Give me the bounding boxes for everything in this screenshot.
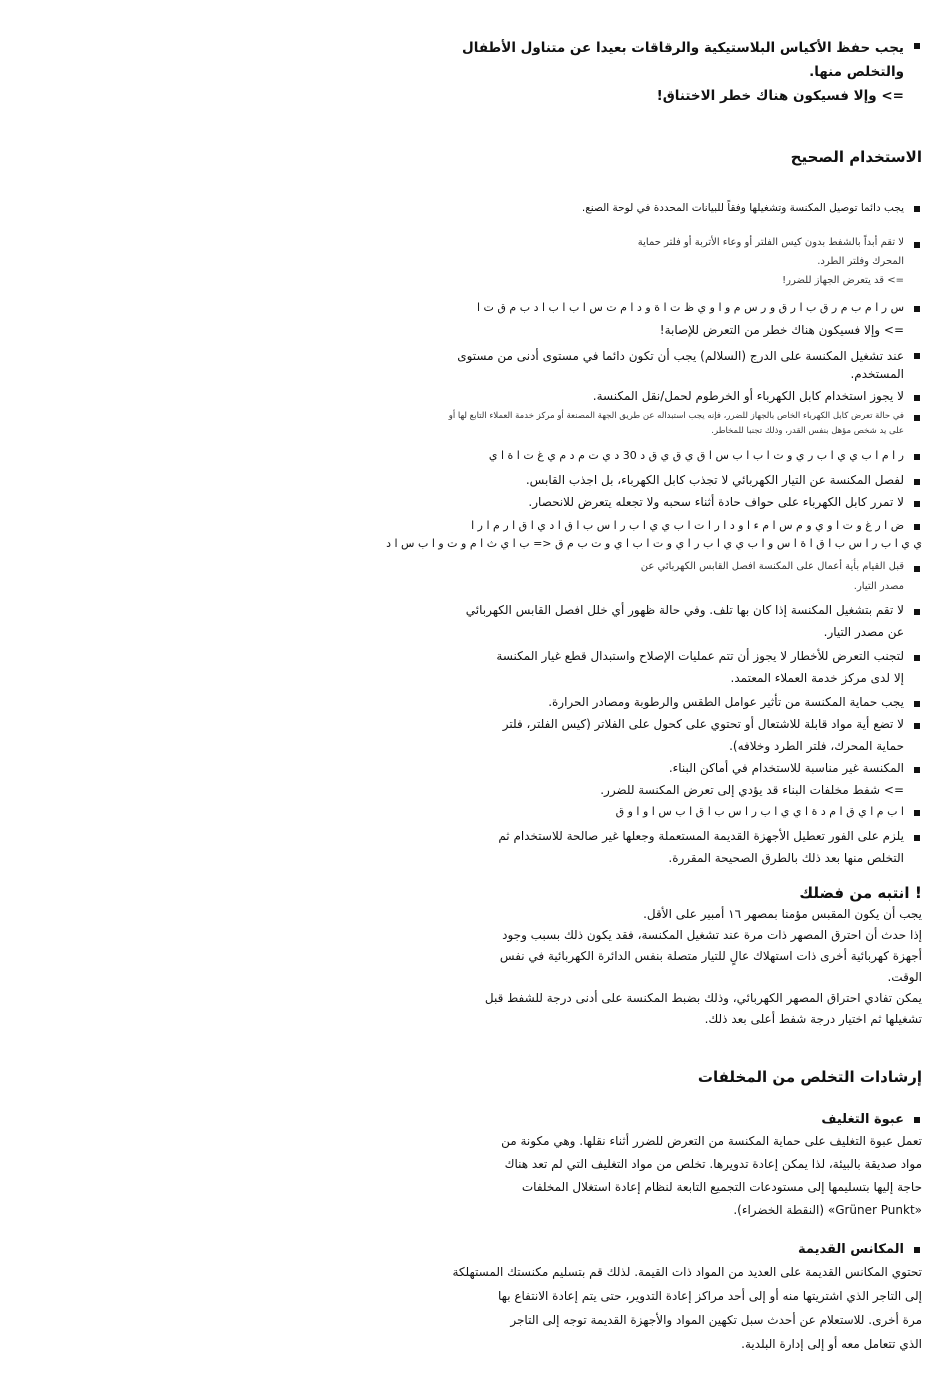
packaging-line-4: «Grüner Punkt» (النقطة الخضراء). (733, 1203, 922, 1217)
usage-item-6b: على يد شخص مؤهل بنفس القدر، وذلك تجنبا للمخاطر. (711, 426, 904, 436)
packaging-line-2: مواد صديقة بالبيئة، لذا يمكن إعادة تدويرها. تخلص من مواد التغليف التي لم تعد هناك (504, 1157, 922, 1171)
plastic-bags-line2: والتخلص منها. (809, 64, 904, 80)
old-cleaners-line-3: مرة أخرى. للاستعلام عن أحدث سبل تكهين المواد والأجهزة القديمة توجه إلى التاجر (510, 1313, 922, 1327)
packaging-body (422, 1130, 922, 1222)
usage-item-5: لا يجوز استخدام كابل الكهرباء أو الخرطوم لحمل/نقل المكنسة. (404, 388, 922, 405)
attention-line-6: تشغيلها ثم اختيار درجة شفط أعلى بعد ذلك. (704, 1012, 922, 1026)
usage-item-2b: المحرك وفلتر الطرد. (817, 256, 904, 267)
usage-item-12b: عن مصدر التيار. (823, 625, 904, 639)
usage-item-11b: مصدر التيار. (853, 581, 904, 592)
attention-box (422, 882, 922, 1030)
old-cleaners-line-2: إلى التاجر الذي اشتريتها منه أو إلى أحد مراكز إعادة التدوير، حتى يتم إعادة الانتفاع بها (498, 1289, 922, 1303)
usage-item-4: عند تشغيل المكنسة على الدرج (السلالم) يجب أن تكون دائما في مستوى أدنى من مستوى (404, 346, 922, 366)
attention-title (422, 882, 922, 904)
old-cleaners-section (422, 1240, 922, 1356)
packaging-section (422, 1110, 922, 1222)
usage-item-10b: ي ي ا ب ر ا س ب ا ق ا ة ا س و ا ب ي ي ا ب ر ا ي و ت ا ب ا ي و ت ب م ق <= ب ا ي ث ا م و ت و ا ب س ا د (386, 537, 922, 550)
usage-item-3: س ر ا م ب م ر ق ب ا ر ق و ر س م و ا و ي ظ ت ا ة و د ا م ت س ا ب ا ب ا د ب م ق ت ا (477, 300, 922, 316)
usage-item-7: ر ا م ا ب ي ي ا ب ر ي و ت ا ب ا ب س ا ق ي ق ي ق د 30 د ي ت م د م ي غ ت ا ة ا ي (489, 448, 922, 464)
warning-exclamation-icon: ! (914, 883, 922, 902)
usage-item-13: لتجنب التعرض للأخطار لا يجوز أن تتم عمليات الإصلاح واستبدال قطع غيار المكنسة (404, 648, 922, 665)
old-cleaners-body (422, 1260, 922, 1356)
disposal-heading: إرشادات التخلص من المخلفات (697, 1068, 922, 1086)
usage-item-11: قبل القيام بأية أعمال على المكنسة افصل القابس الكهربائي عن (404, 560, 922, 574)
attention-line-3: أجهزة كهربائية أخرى ذات استهلاك عالٍ للتيار متصلة بنفس الدائرة الكهربائية في نفس (499, 949, 922, 963)
plastic-bags-warning (422, 36, 922, 108)
usage-item-12: لا تقم بتشغيل المكنسة إذا كان بها تلف. وفي حالة ظهور أي خلل افصل القابس الكهربائي (404, 602, 922, 619)
usage-item-18: يلزم على الفور تعطيل الأجهزة القديمة المستعملة وجعلها غير صالحة للاستخدام ثم (404, 828, 922, 845)
usage-item-13b: إلا لدى مركز خدمة العملاء المعتمد. (730, 671, 904, 685)
usage-item-2: لا تقم أبداً بالشفط بدون كيس الفلتر أو وعاء الأتربة أو فلتر حماية (404, 236, 922, 250)
packaging-line-1: تعمل عبوة التغليف على حماية المكنسة من التعرض للضرر أثناء نقلها. وهي مكونة من (501, 1134, 922, 1148)
usage-item-15b: حماية المحرك، فلتر الطرد وخلافه). (729, 739, 904, 753)
old-cleaners-line-1: تحتوي المكانس القديمة على العديد من المواد ذات القيمة. لذلك قم بتسليم مكنستك المستهلكة (452, 1265, 922, 1279)
plastic-bags-line3: => وإلا فسيكون هناك خطر الاختناق! (656, 88, 904, 104)
usage-item-6: في حالة تعرض كابل الكهرباء الخاص بالجهاز للضرر، فإنه يجب استبداله عن طريق الجهة المصنعة أو مركز خدمة العملاء التابع لها أو (404, 410, 922, 423)
old-cleaners-line-4: الذي تتعامل معه أو إلى إدارة البلدية. (741, 1337, 922, 1351)
usage-item-9: لا تمرر كابل الكهرباء على حواف حادة أثناء سحبه ولا تجعله يتعرض للانحصار. (404, 494, 922, 511)
usage-item-18b: التخلص منها بعد ذلك بالطرق الصحيحة المقررة. (668, 851, 904, 865)
plastic-bags-line1: يجب حفظ الأكياس البلاستيكية والرقاقات بعيدا عن متناول الأطفال (422, 36, 922, 60)
attention-line-1: يجب أن يكون المقبس مؤمنا بمصهر ١٦ أمبير على الأقل. (643, 907, 922, 921)
usage-item-8: لفصل المكنسة عن التيار الكهربائي لا تجذب كابل الكهرباء، بل اجذب القابس. (404, 472, 922, 489)
packaging-line-3: حاجة إليها بتسليمها إلى مستودعات التجميع التابعة لنظام إعادة استغلال المخلفات (521, 1180, 922, 1194)
usage-item-16b: => شفط مخلفات البناء قد يؤدي إلى تعرض المكنسة للضرر. (600, 783, 904, 797)
attention-body (422, 904, 922, 1030)
usage-item-3b: => وإلا فسيكون هناك خطر من التعرض للإصابة! (659, 323, 904, 337)
usage-heading: الاستخدام الصحيح (790, 148, 922, 166)
usage-item-14: يجب حماية المكنسة من تأثير عوامل الطقس والرطوبة ومصادر الحرارة. (404, 694, 922, 711)
attention-line-4: الوقت. (887, 970, 922, 984)
usage-item-15: لا تضع أية مواد قابلة للاشتعال أو تحتوي على كحول على الفلاتر (كيس الفلتر، فلتر (404, 716, 922, 733)
attention-heading: انتبه من فضلك (799, 884, 910, 902)
attention-line-2: إذا حدث أن احترق المصهر ذات مرة عند تشغيل المكنسة، فقد يكون ذلك بسبب وجود (502, 928, 922, 942)
usage-item-1: يجب دائما توصيل المكنسة وتشغيلها وفقاً للبيانات المحددة في لوحة الصنع. (404, 200, 922, 217)
usage-item-17: ا ب م ا ي ق ا م د ة ا ي ي ا ب ر ا س ب ا ق ا ب س ا و ا و ق (616, 804, 922, 820)
usage-item-10: ض ا ر غ و ت ا و ي و م س ا م ء ا و د ا ر ا ت ا ب ي ي ا ب ر ا س ب ا ق ا د ي ا ق ا ر م ا ر ا (471, 518, 922, 534)
usage-item-16: المكنسة غير مناسبة للاستخدام في أماكن البناء. (404, 760, 922, 777)
usage-item-4b: المستخدم. (850, 367, 904, 381)
old-cleaners-title: المكانس القديمة (422, 1240, 922, 1260)
packaging-title: عبوة التغليف (422, 1110, 922, 1130)
usage-item-2c: => قد يتعرض الجهاز للضرر! (782, 275, 904, 286)
attention-line-5: يمكن تفادي احتراق المصهر الكهربائي، وذلك بضبط المكنسة على أدنى درجة للشفط قبل (484, 991, 922, 1005)
